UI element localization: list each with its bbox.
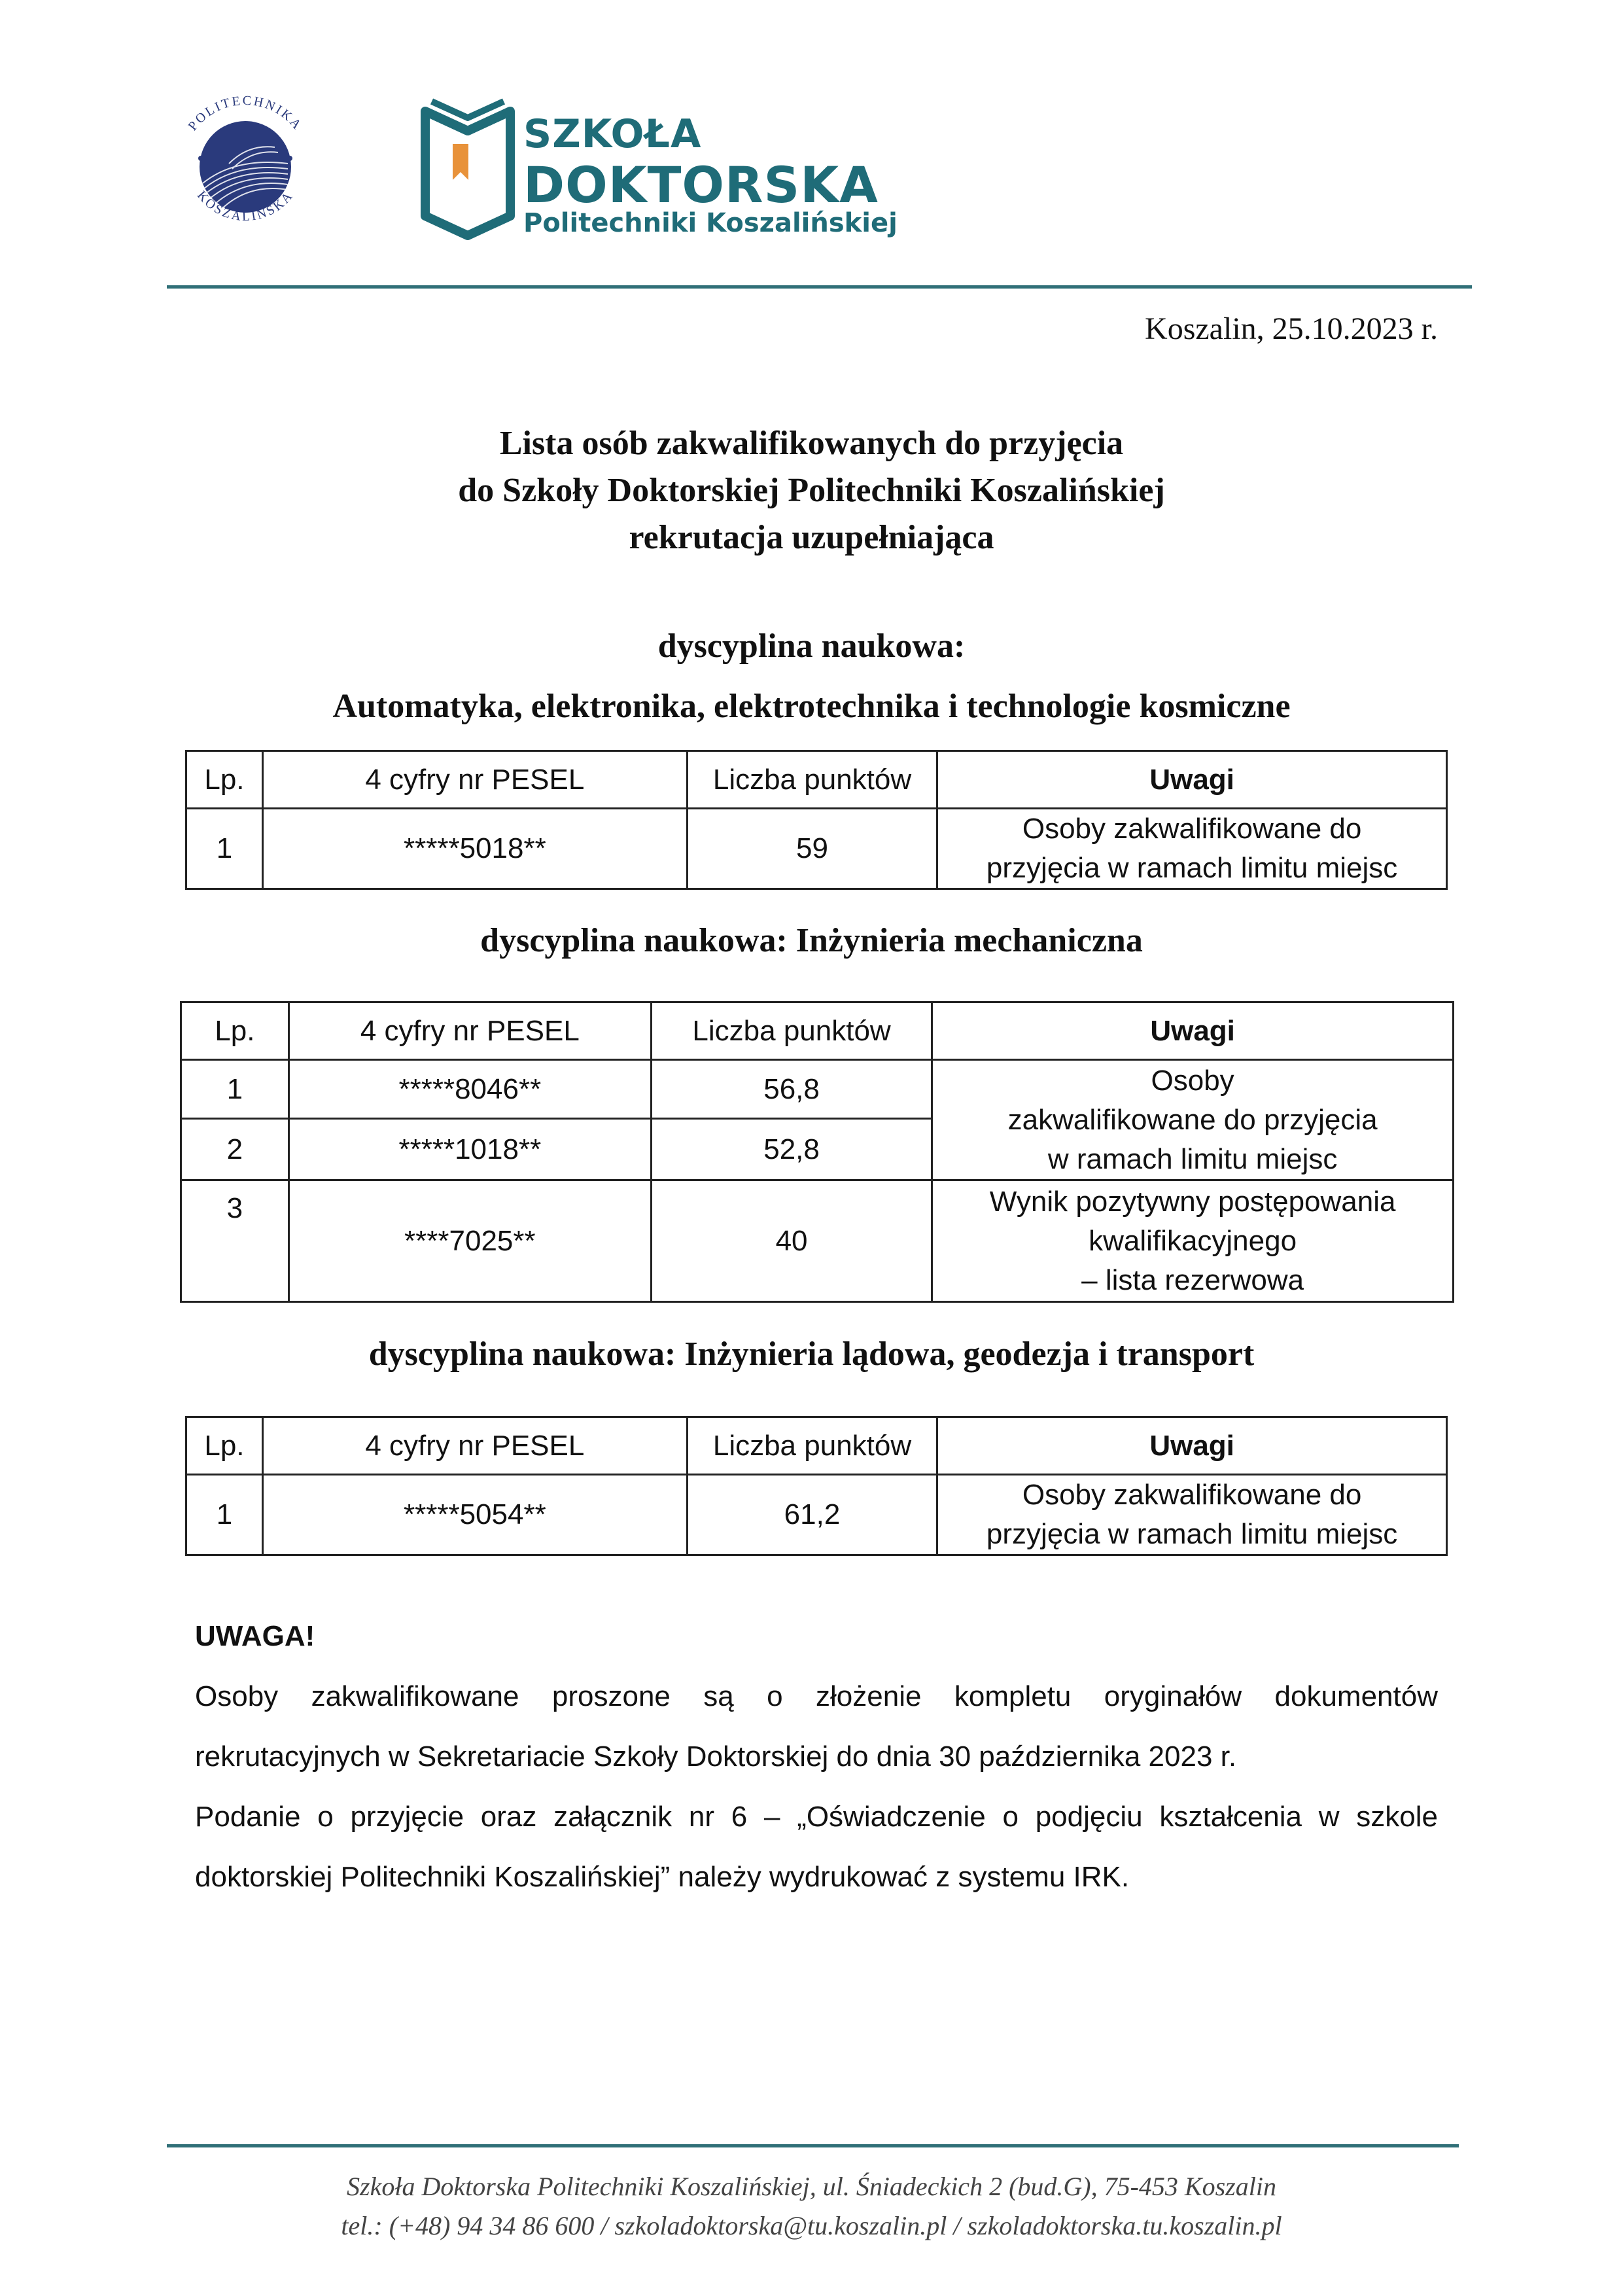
notice-title: UWAGA! [195, 1620, 315, 1652]
cell-pesel: *****8046** [288, 1060, 651, 1119]
notice-text-line: rekrutacyjnych w Sekretariacie Szkoły Doktorskiej do dnia 30 października 2023 r. [195, 1740, 1237, 1773]
title-line-2: do Szkoły Doktorskiej Politechniki Koszalińskiej [458, 472, 1165, 509]
cell-pesel: *****5018** [262, 809, 687, 889]
notice-text-line: Podanie o przyjęcie oraz załącznik nr 6 – „Oświadczenie o podjęciu kształcenia w szkole [195, 1801, 1438, 1833]
title-line-3: rekrutacja uzupełniająca [629, 519, 994, 556]
cell-pesel: *****5054** [262, 1475, 687, 1555]
logo-line-doktorska: DOKTORSKA [523, 156, 879, 214]
column-header-notes: Uwagi [937, 751, 1447, 809]
notice-block [195, 1606, 1438, 1907]
footer-divider [167, 2144, 1459, 2147]
cell-points: 52,8 [651, 1119, 932, 1180]
column-header-lp: Lp. [181, 1002, 289, 1060]
column-header-points: Liczba punktów [687, 751, 937, 809]
cell-pesel: *****1018** [288, 1119, 651, 1180]
note-line: kwalifikacyjnego [1089, 1224, 1297, 1257]
note-line: Osoby [1151, 1064, 1234, 1097]
szkola-doktorska-logo [419, 98, 898, 249]
column-header-notes: Uwagi [932, 1002, 1454, 1060]
cell-notes [937, 809, 1447, 889]
cell-lp: 1 [186, 809, 263, 889]
table-header-row [186, 1417, 1447, 1475]
note-line: Osoby zakwalifikowane do [1022, 813, 1362, 845]
title-line-1: Lista osób zakwalifikowanych do przyjęcia [499, 425, 1124, 462]
column-header-points: Liczba punktów [651, 1002, 932, 1060]
notice-text-line: Osoby zakwalifikowane proszone są o złożenie kompletu oryginałów dokumentów [195, 1680, 1438, 1712]
table-row [181, 1060, 1454, 1119]
column-header-pesel: 4 cyfry nr PESEL [288, 1002, 651, 1060]
notice-text-line: doktorskiej Politechniki Koszalińskiej” należy wydrukować z systemu IRK. [195, 1861, 1130, 1893]
cell-pesel: ****7025** [288, 1180, 651, 1302]
cell-lp: 1 [186, 1475, 263, 1555]
cell-notes [932, 1060, 1454, 1180]
logo-line-politechniki: Politechniki Koszalińskiej [523, 208, 898, 238]
header-divider [167, 285, 1472, 289]
logo-line-szkola: SZKOŁA [523, 111, 702, 157]
column-header-pesel: 4 cyfry nr PESEL [262, 1417, 687, 1475]
svg-text:POLITECHNIKA: POLITECHNIKA [185, 93, 305, 133]
cell-points: 59 [687, 809, 937, 889]
footer-address: Szkoła Doktorska Politechniki Koszalińskiej, ul. Śniadeckich 2 (bud.G), 75-453 Koszalin [347, 2172, 1276, 2201]
table-discipline-1 [185, 750, 1448, 890]
note-line: Wynik pozytywny postępowania [989, 1185, 1396, 1218]
table-row [186, 809, 1447, 889]
footer-contact: tel.: (+48) 94 34 86 600 / szkoladoktorska@tu.koszalin.pl / szkoladoktorska.tu.koszalin.pl [341, 2211, 1282, 2240]
cell-lp: 3 [181, 1180, 289, 1302]
cell-lp: 2 [181, 1119, 289, 1180]
column-header-notes: Uwagi [937, 1417, 1447, 1475]
column-header-points: Liczba punktów [687, 1417, 937, 1475]
document-date: Koszalin, 25.10.2023 r. [1145, 311, 1438, 346]
column-header-pesel: 4 cyfry nr PESEL [262, 751, 687, 809]
note-line: w ramach limitu miejsc [1047, 1142, 1338, 1175]
note-line: przyjęcia w ramach limitu miejsc [986, 1518, 1398, 1550]
note-line: – lista rezerwowa [1081, 1263, 1304, 1296]
table-discipline-3 [185, 1416, 1448, 1556]
discipline-3-heading: dyscyplina naukowa: Inżynieria lądowa, geodezja i transport [368, 1335, 1255, 1373]
discipline-1-label: dyscyplina naukowa: [657, 627, 966, 665]
table-header-row [181, 1002, 1454, 1060]
cell-lp: 1 [181, 1060, 289, 1119]
note-line: Osoby zakwalifikowane do [1022, 1479, 1362, 1511]
cell-notes [937, 1475, 1447, 1555]
discipline-2-heading: dyscyplina naukowa: Inżynieria mechaniczna [480, 922, 1143, 959]
table-header-row [186, 751, 1447, 809]
cell-points: 56,8 [651, 1060, 932, 1119]
column-header-lp: Lp. [186, 751, 263, 809]
politechnika-koszalinska-logo [164, 85, 327, 249]
cell-notes [932, 1180, 1454, 1302]
table-row [186, 1475, 1447, 1555]
cell-points: 40 [651, 1180, 932, 1302]
cell-points: 61,2 [687, 1475, 937, 1555]
book-icon [419, 98, 517, 242]
table-row [181, 1180, 1454, 1302]
note-line: zakwalifikowane do przyjęcia [1007, 1103, 1378, 1136]
discipline-1-name: Automatyka, elektronika, elektrotechnika i technologie kosmiczne [332, 688, 1291, 725]
svg-text:KOSZALIŃSKA: KOSZALIŃSKA [194, 188, 297, 224]
table-discipline-2 [180, 1001, 1454, 1303]
column-header-lp: Lp. [186, 1417, 263, 1475]
note-line: przyjęcia w ramach limitu miejsc [986, 852, 1398, 884]
